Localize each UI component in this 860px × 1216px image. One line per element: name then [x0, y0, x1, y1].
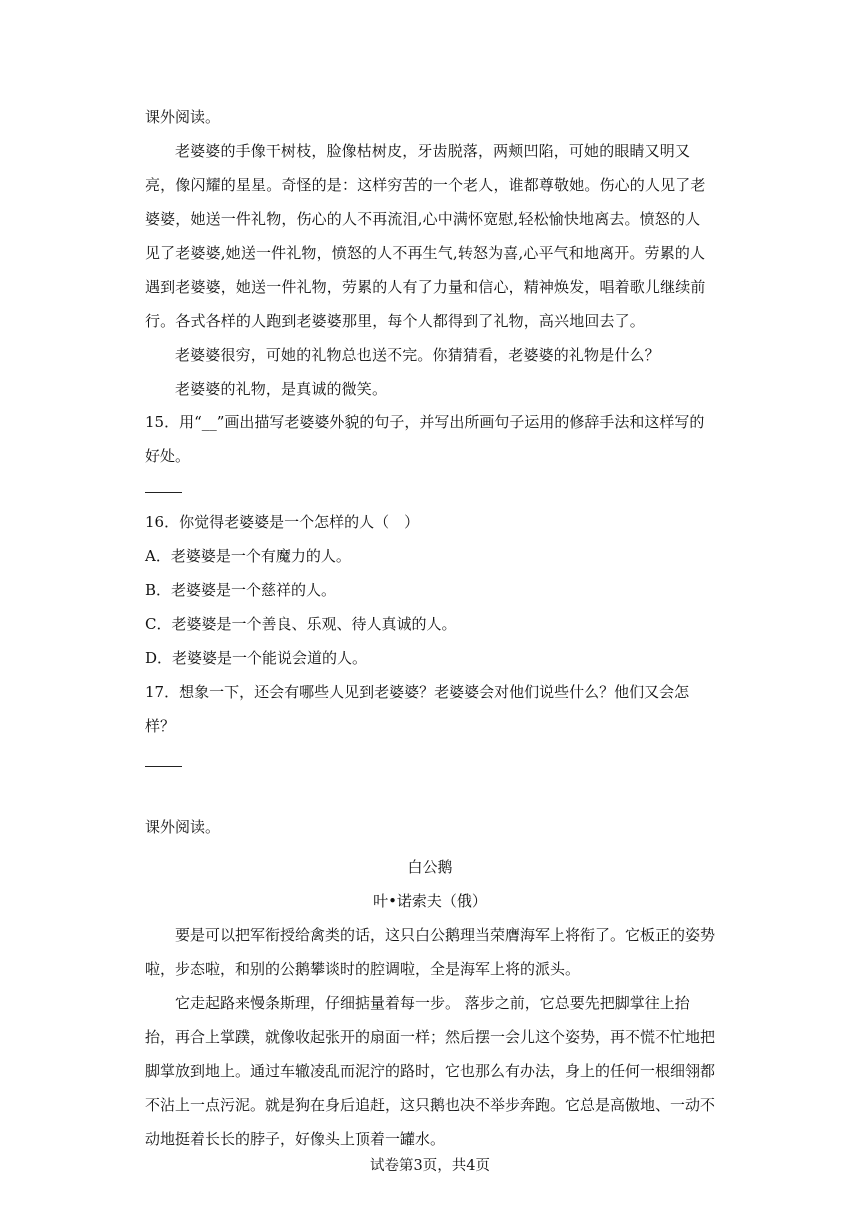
question-text: 16．你觉得老婆婆是一个怎样的人（ ）: [145, 513, 420, 531]
article-author: 叶•诺索夫（俄）: [373, 892, 487, 910]
answer-line: [145, 492, 182, 493]
passage-paragraph: 老婆婆很穷，可她的礼物总也送不完。你猜猜看，老婆婆的礼物是什么？: [175, 346, 660, 364]
section-heading: 课外阅读。: [145, 818, 221, 836]
passage-paragraph: 老婆婆的手像干树枝，脸像枯树皮，牙齿脱落，两颊凹陷，可她的眼睛又明又亮，像闪耀的星星。奇怪的是：这样穷苦的一个老人，谁都尊敬她。伤心的人见了老婆婆，她送一件礼物，伤心的人不再流泪,心中满怀宽慰,轻松愉快地离去。愤怒的人见了老婆婆,她送一件礼物，愤怒的人不再生气,转怒为喜,心平气和地离开。劳累的人遇到老婆婆，她送一件礼物，劳累的人有了力量和信心，精神焕发，唱着歌儿继续前行。各式各样的人跑到老婆婆那里，每个人都得到了礼物，高兴地回去了。: [145, 142, 706, 330]
passage-paragraph: 它走起路来慢条斯理，仔细掂量着每一步。 落步之前，它总要先把脚掌往上抬抬，再合上掌蹼，就像收起张开的扇面一样；然后摆一会儿这个姿势，再不慌不忙地把脚掌放到地上。通过车辙凌乱而泥泞的路时，它也那么有办法，身上的任何一根细翎都不沾上一点污泥。就是狗在身后追赶，这只鹅也决不举步奔跑。它总是高傲地、一动不动地挺着长长的脖子，好像头上顶着一罐水。: [145, 994, 716, 1148]
passage-paragraph: 要是可以把军衔授给禽类的话，这只白公鹅理当荣膺海军上将衔了。它板正的姿势啦，步态啦，和别的公鹅攀谈时的腔调啦，全是海军上将的派头。: [145, 926, 716, 978]
option-d: D．老婆婆是一个能说会道的人。: [145, 649, 368, 667]
section-1: [145, 100, 715, 134]
passage-paragraph: 老婆婆的礼物，是真诚的微笑。: [175, 380, 388, 398]
article-title: 白公鹅: [407, 858, 453, 876]
question-text: 15．用“__”画出描写老婆婆外貌的句子，并写出所画句子运用的修辞手法和这样写的好处。: [145, 413, 705, 465]
section-heading: 课外阅读。: [145, 108, 221, 126]
question-16: [145, 505, 715, 743]
option-a: A．老婆婆是一个有魔力的人。: [145, 547, 351, 565]
answer-line: [145, 766, 182, 767]
page-footer: 试卷第3页，共4页: [370, 1158, 490, 1174]
section-2: [145, 810, 715, 1156]
question-17-text: 17．想象一下，还会有哪些人见到老婆婆？老婆婆会对他们说些什么？他们又会怎样？: [145, 683, 690, 735]
question-15: [145, 405, 715, 473]
option-c: C．老婆婆是一个善良、乐观、待人真诚的人。: [145, 615, 457, 633]
passage-1: [145, 134, 715, 406]
option-b: B．老婆婆是一个慈祥的人。: [145, 581, 337, 599]
